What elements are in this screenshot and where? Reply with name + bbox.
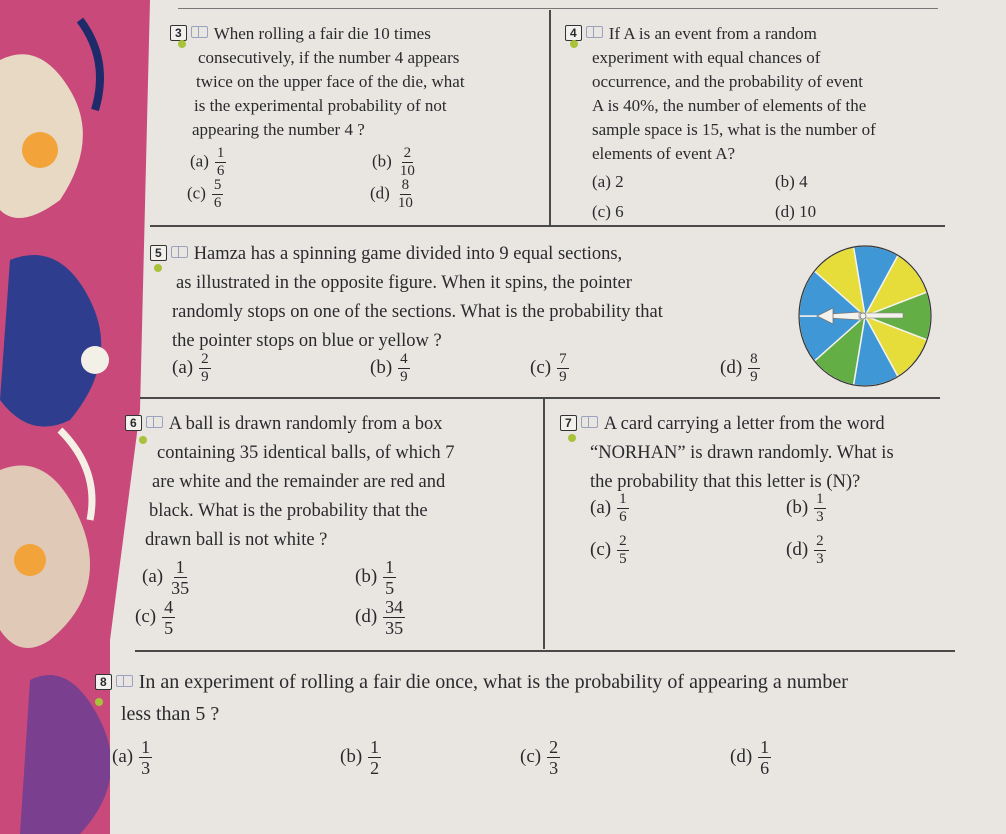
question-6-line-1: 6 A ball is drawn randomly from a box — [125, 410, 535, 439]
question-6-text — [125, 410, 535, 555]
q5-option-d[interactable]: (d) $\frac{8}{9}$ — [720, 351, 758, 385]
question-4-line-5: sample space is 15, what is the number of — [592, 120, 876, 139]
book-icon — [191, 26, 208, 38]
question-number-badge: 4 — [565, 25, 582, 41]
q5-option-b[interactable]: (b) $\frac{4}{9}$ — [370, 351, 408, 385]
q4-option-a[interactable]: (a) 2 — [592, 172, 624, 191]
q3-option-b[interactable]: (b) $\frac{2}{10}$ — [372, 145, 415, 179]
divider-q6-q7 — [543, 399, 545, 649]
question-7-line-3: the probability that this letter is (N)? — [590, 472, 861, 492]
q4-option-c[interactable]: (c) 6 — [592, 202, 624, 221]
question-4-line-2: experiment with equal chances of — [592, 48, 821, 67]
question-7-line-2: “NORHAN” is drawn randomly. What is — [590, 443, 894, 463]
question-4-line-3: occurrence, and the probability of event — [592, 72, 863, 91]
q4-option-b[interactable]: (b) 4 — [775, 172, 808, 191]
divider-row3 — [135, 650, 955, 652]
question-6-line-3: are white and the remainder are red and — [152, 472, 446, 492]
question-number-badge: 5 — [150, 245, 167, 261]
divider-row2 — [140, 397, 940, 399]
question-8-line-1: 8 In an experiment of rolling a fair die once, what is the probability of appearing a number — [95, 666, 995, 698]
question-7-text — [560, 410, 950, 497]
question-6-line-4: black. What is the probability that the — [149, 501, 428, 521]
bullet-dot — [568, 434, 576, 442]
book-icon — [146, 416, 163, 428]
q3-option-c[interactable]: (c) $\frac{5}{6}$ — [187, 177, 222, 211]
book-icon — [171, 246, 188, 258]
q8-option-c[interactable]: (c) $\frac{2}{3}$ — [520, 737, 559, 778]
question-5-line-4: the pointer stops on blue or yellow ? — [172, 331, 442, 351]
question-3-text — [170, 22, 540, 142]
question-3-line-1: 3 When rolling a fair die 10 times — [170, 22, 540, 46]
question-5-line-1: 5 Hamza has a spinning game divided into 9 equal sections, — [150, 240, 790, 269]
q7-option-d[interactable]: (d) $\frac{2}{3}$ — [786, 533, 824, 567]
question-5 — [150, 240, 790, 356]
q8-option-d[interactable]: (d) $\frac{1}{6}$ — [730, 737, 770, 778]
q6-option-b[interactable]: (b) $\frac{1}{5}$ — [355, 557, 395, 598]
bullet-dot — [154, 264, 162, 272]
q7-option-c[interactable]: (c) $\frac{2}{5}$ — [590, 533, 627, 567]
question-4-line-6: elements of event A? — [592, 144, 736, 163]
question-3-line-3: twice on the upper face of the die, what — [196, 72, 465, 91]
question-4-text — [565, 22, 945, 166]
q3-option-d[interactable]: (d) $\frac{8}{10}$ — [370, 177, 413, 211]
question-6-line-5: drawn ball is not white ? — [145, 530, 328, 550]
question-7 — [560, 410, 950, 497]
q5-option-a[interactable]: (a) $\frac{2}{9}$ — [172, 351, 209, 385]
question-8-line-2: less than 5 ? — [121, 703, 220, 725]
q3-option-a[interactable]: (a) $\frac{1}{6}$ — [190, 145, 225, 179]
question-3-line-5: appearing the number 4 ? — [192, 120, 365, 139]
q6-option-c[interactable]: (c) $\frac{4}{5}$ — [135, 597, 174, 638]
divider-q3-q4 — [549, 10, 551, 225]
question-number-badge: 8 — [95, 674, 112, 690]
question-4-line-1: 4 If A is an event from a random — [565, 22, 945, 46]
q8-option-b[interactable]: (b) $\frac{1}{2}$ — [340, 737, 380, 778]
q7-option-a[interactable]: (a) $\frac{1}{6}$ — [590, 491, 627, 525]
question-5-line-3: randomly stops on one of the sections. What is the probability that — [172, 302, 663, 322]
bullet-dot — [95, 698, 103, 706]
book-icon — [116, 675, 133, 687]
divider-row1 — [150, 225, 945, 227]
bullet-dot — [570, 40, 578, 48]
q6-option-a[interactable]: (a) $\frac{1}{35}$ — [142, 557, 190, 598]
question-6-line-2: containing 35 identical balls, of which 7 — [157, 443, 455, 463]
question-3 — [170, 22, 540, 142]
q4-option-d[interactable]: (d) 10 — [775, 202, 817, 221]
q8-option-a[interactable]: (a) $\frac{1}{3}$ — [112, 737, 151, 778]
book-icon — [586, 26, 603, 38]
question-3-line-4: is the experimental probability of not — [194, 96, 447, 115]
question-4-line-4: A is 40%, the number of elements of the — [592, 96, 867, 115]
question-6 — [125, 410, 535, 555]
bullet-dot — [178, 40, 186, 48]
question-number-badge: 6 — [125, 415, 142, 431]
q5-option-c[interactable]: (c) $\frac{7}{9}$ — [530, 351, 567, 385]
question-3-line-2: consecutively, if the number 4 appears — [198, 48, 460, 67]
question-8-text — [95, 666, 995, 730]
q7-option-b[interactable]: (b) $\frac{1}{3}$ — [786, 491, 824, 525]
divider-top — [178, 8, 938, 9]
question-4 — [565, 22, 945, 166]
question-7-line-1: 7 A card carrying a letter from the word — [560, 410, 950, 439]
q6-option-d[interactable]: (d) $\frac{34}{35}$ — [355, 597, 404, 638]
bullet-dot — [139, 436, 147, 444]
book-icon — [581, 416, 598, 428]
question-5-line-2: as illustrated in the opposite figure. When it spins, the pointer — [176, 273, 632, 293]
spinner-figure — [797, 244, 933, 388]
question-8 — [95, 666, 995, 730]
question-number-badge: 7 — [560, 415, 577, 431]
question-5-text — [150, 240, 790, 356]
question-number-badge: 3 — [170, 25, 187, 41]
